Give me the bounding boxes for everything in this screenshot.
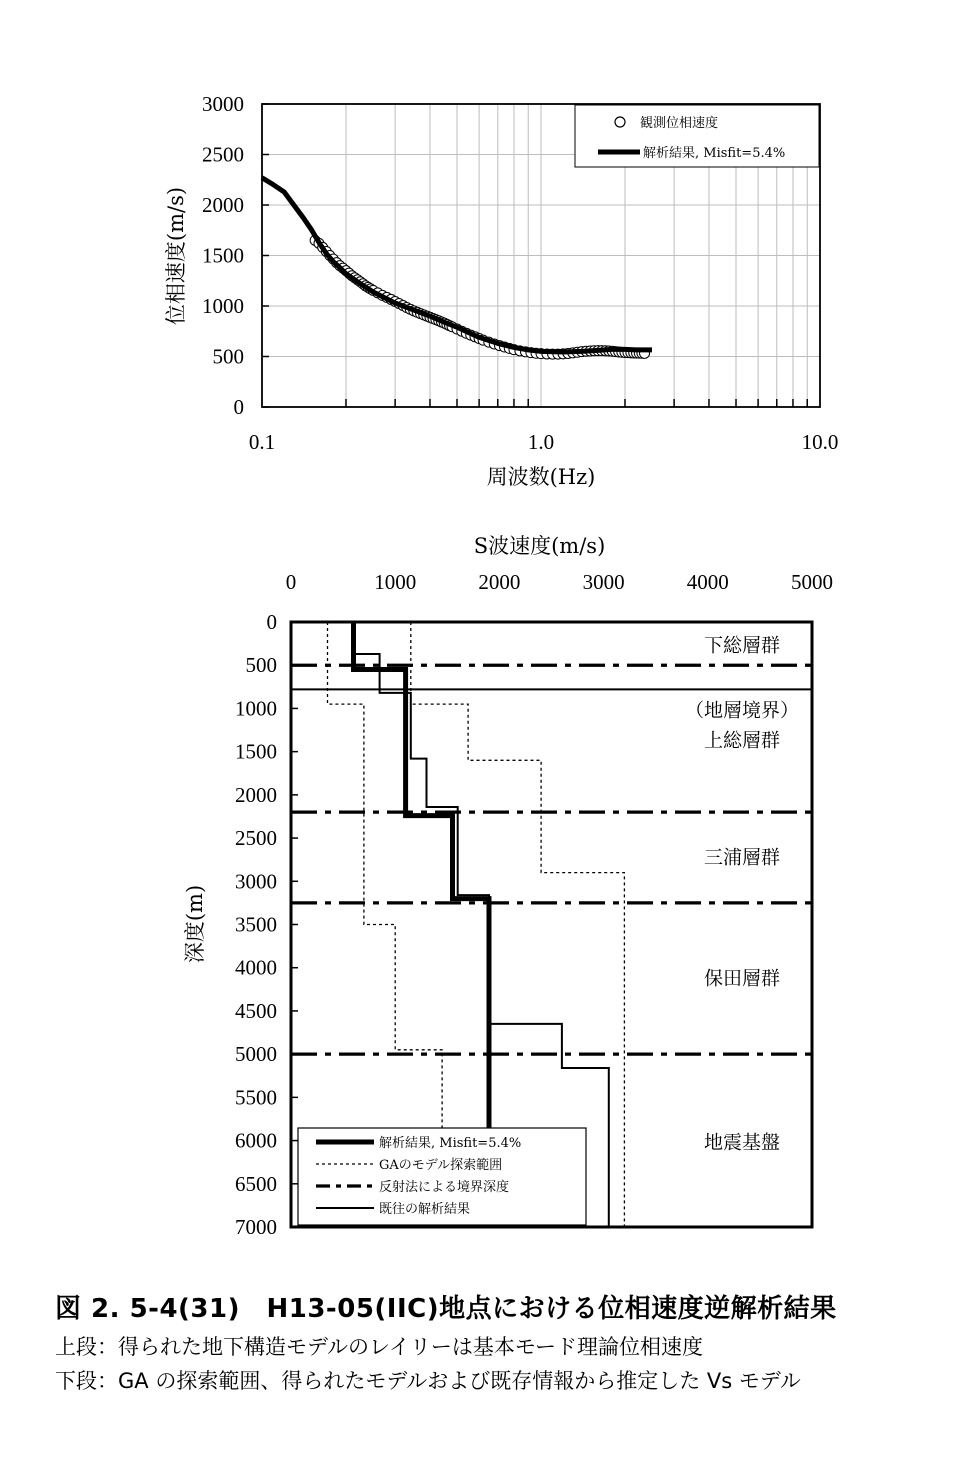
zone-label: 三浦層群 xyxy=(703,846,781,869)
zone-label: 上総層群 xyxy=(703,729,781,752)
x-axis-label: 周波数(Hz) xyxy=(486,465,596,489)
zone-label: 保田層群 xyxy=(703,967,781,990)
y-tick-label: 0 xyxy=(233,395,244,419)
caption-title: 図 2. 5-4(31) H13-05(IIC)地点における位相速度逆解析結果 xyxy=(55,1294,837,1324)
y-tick-label: 500 xyxy=(212,344,244,369)
x-tick-label: 10.0 xyxy=(801,430,839,454)
x-tick-label: 1000 xyxy=(374,570,417,594)
y-tick-label: 6500 xyxy=(235,1171,277,1196)
y-tick-label: 4000 xyxy=(235,955,277,980)
y-tick-label: 1000 xyxy=(235,696,277,721)
y-tick-label: 2500 xyxy=(235,826,277,851)
zone-label: 地震基盤 xyxy=(703,1131,781,1154)
legend-observed-label: 観測位相速度 xyxy=(640,116,719,131)
x-tick-label: 0.1 xyxy=(248,430,276,454)
y-tick-label: 2000 xyxy=(235,782,277,807)
y-axis-label: 深度(m) xyxy=(183,884,207,964)
y-tick-label: 3000 xyxy=(202,92,244,116)
y-tick-label: 2000 xyxy=(202,193,244,217)
caption-line-lower: 下段：GA の探索範囲、得られたモデルおよび既存情報から推定した Vs モデル xyxy=(55,1369,801,1393)
x-tick-label: 5000 xyxy=(791,570,833,594)
y-tick-label: 2500 xyxy=(202,142,244,167)
y-tick-label: 500 xyxy=(245,653,277,678)
x-tick-label: 4000 xyxy=(686,570,729,594)
y-tick-label: 4500 xyxy=(235,998,277,1023)
figure-caption xyxy=(55,1288,955,1399)
x-tick-label: 1.0 xyxy=(527,430,555,454)
y-tick-label: 5500 xyxy=(235,1085,277,1110)
x-tick-label: 3000 xyxy=(582,570,625,594)
legend-label: 既往の解析結果 xyxy=(379,1202,471,1217)
legend xyxy=(298,1128,586,1225)
x-tick-label: 0 xyxy=(285,570,297,594)
legend-label: 反射法による境界深度 xyxy=(379,1180,510,1195)
x-axis-label: S波速度(m/s) xyxy=(473,534,606,558)
zone-label: 下総層群 xyxy=(703,634,781,657)
y-tick-label: 7000 xyxy=(235,1215,277,1239)
legend-label: GAのモデル探索範囲 xyxy=(379,1158,503,1173)
x-tick-label: 2000 xyxy=(478,570,521,594)
y-tick-label: 0 xyxy=(266,610,277,634)
legend-label: 解析結果, Misfit=5.4% xyxy=(379,1136,522,1151)
y-tick-label: 5000 xyxy=(235,1042,277,1067)
zone-label: （地層境界） xyxy=(684,699,800,722)
y-axis-label: 位相速度(m/s) xyxy=(164,186,188,326)
y-tick-label: 6000 xyxy=(235,1128,277,1153)
y-tick-label: 1500 xyxy=(202,243,244,268)
y-tick-label: 3000 xyxy=(235,869,277,894)
caption-line-upper: 上段：得られた地下構造モデルのレイリーは基本モード理論位相速度 xyxy=(55,1335,704,1359)
legend-result-label: 解析結果, Misfit=5.4% xyxy=(643,146,786,161)
y-tick-label: 3500 xyxy=(235,912,277,937)
y-tick-label: 1500 xyxy=(235,739,277,764)
y-tick-label: 1000 xyxy=(202,294,244,318)
